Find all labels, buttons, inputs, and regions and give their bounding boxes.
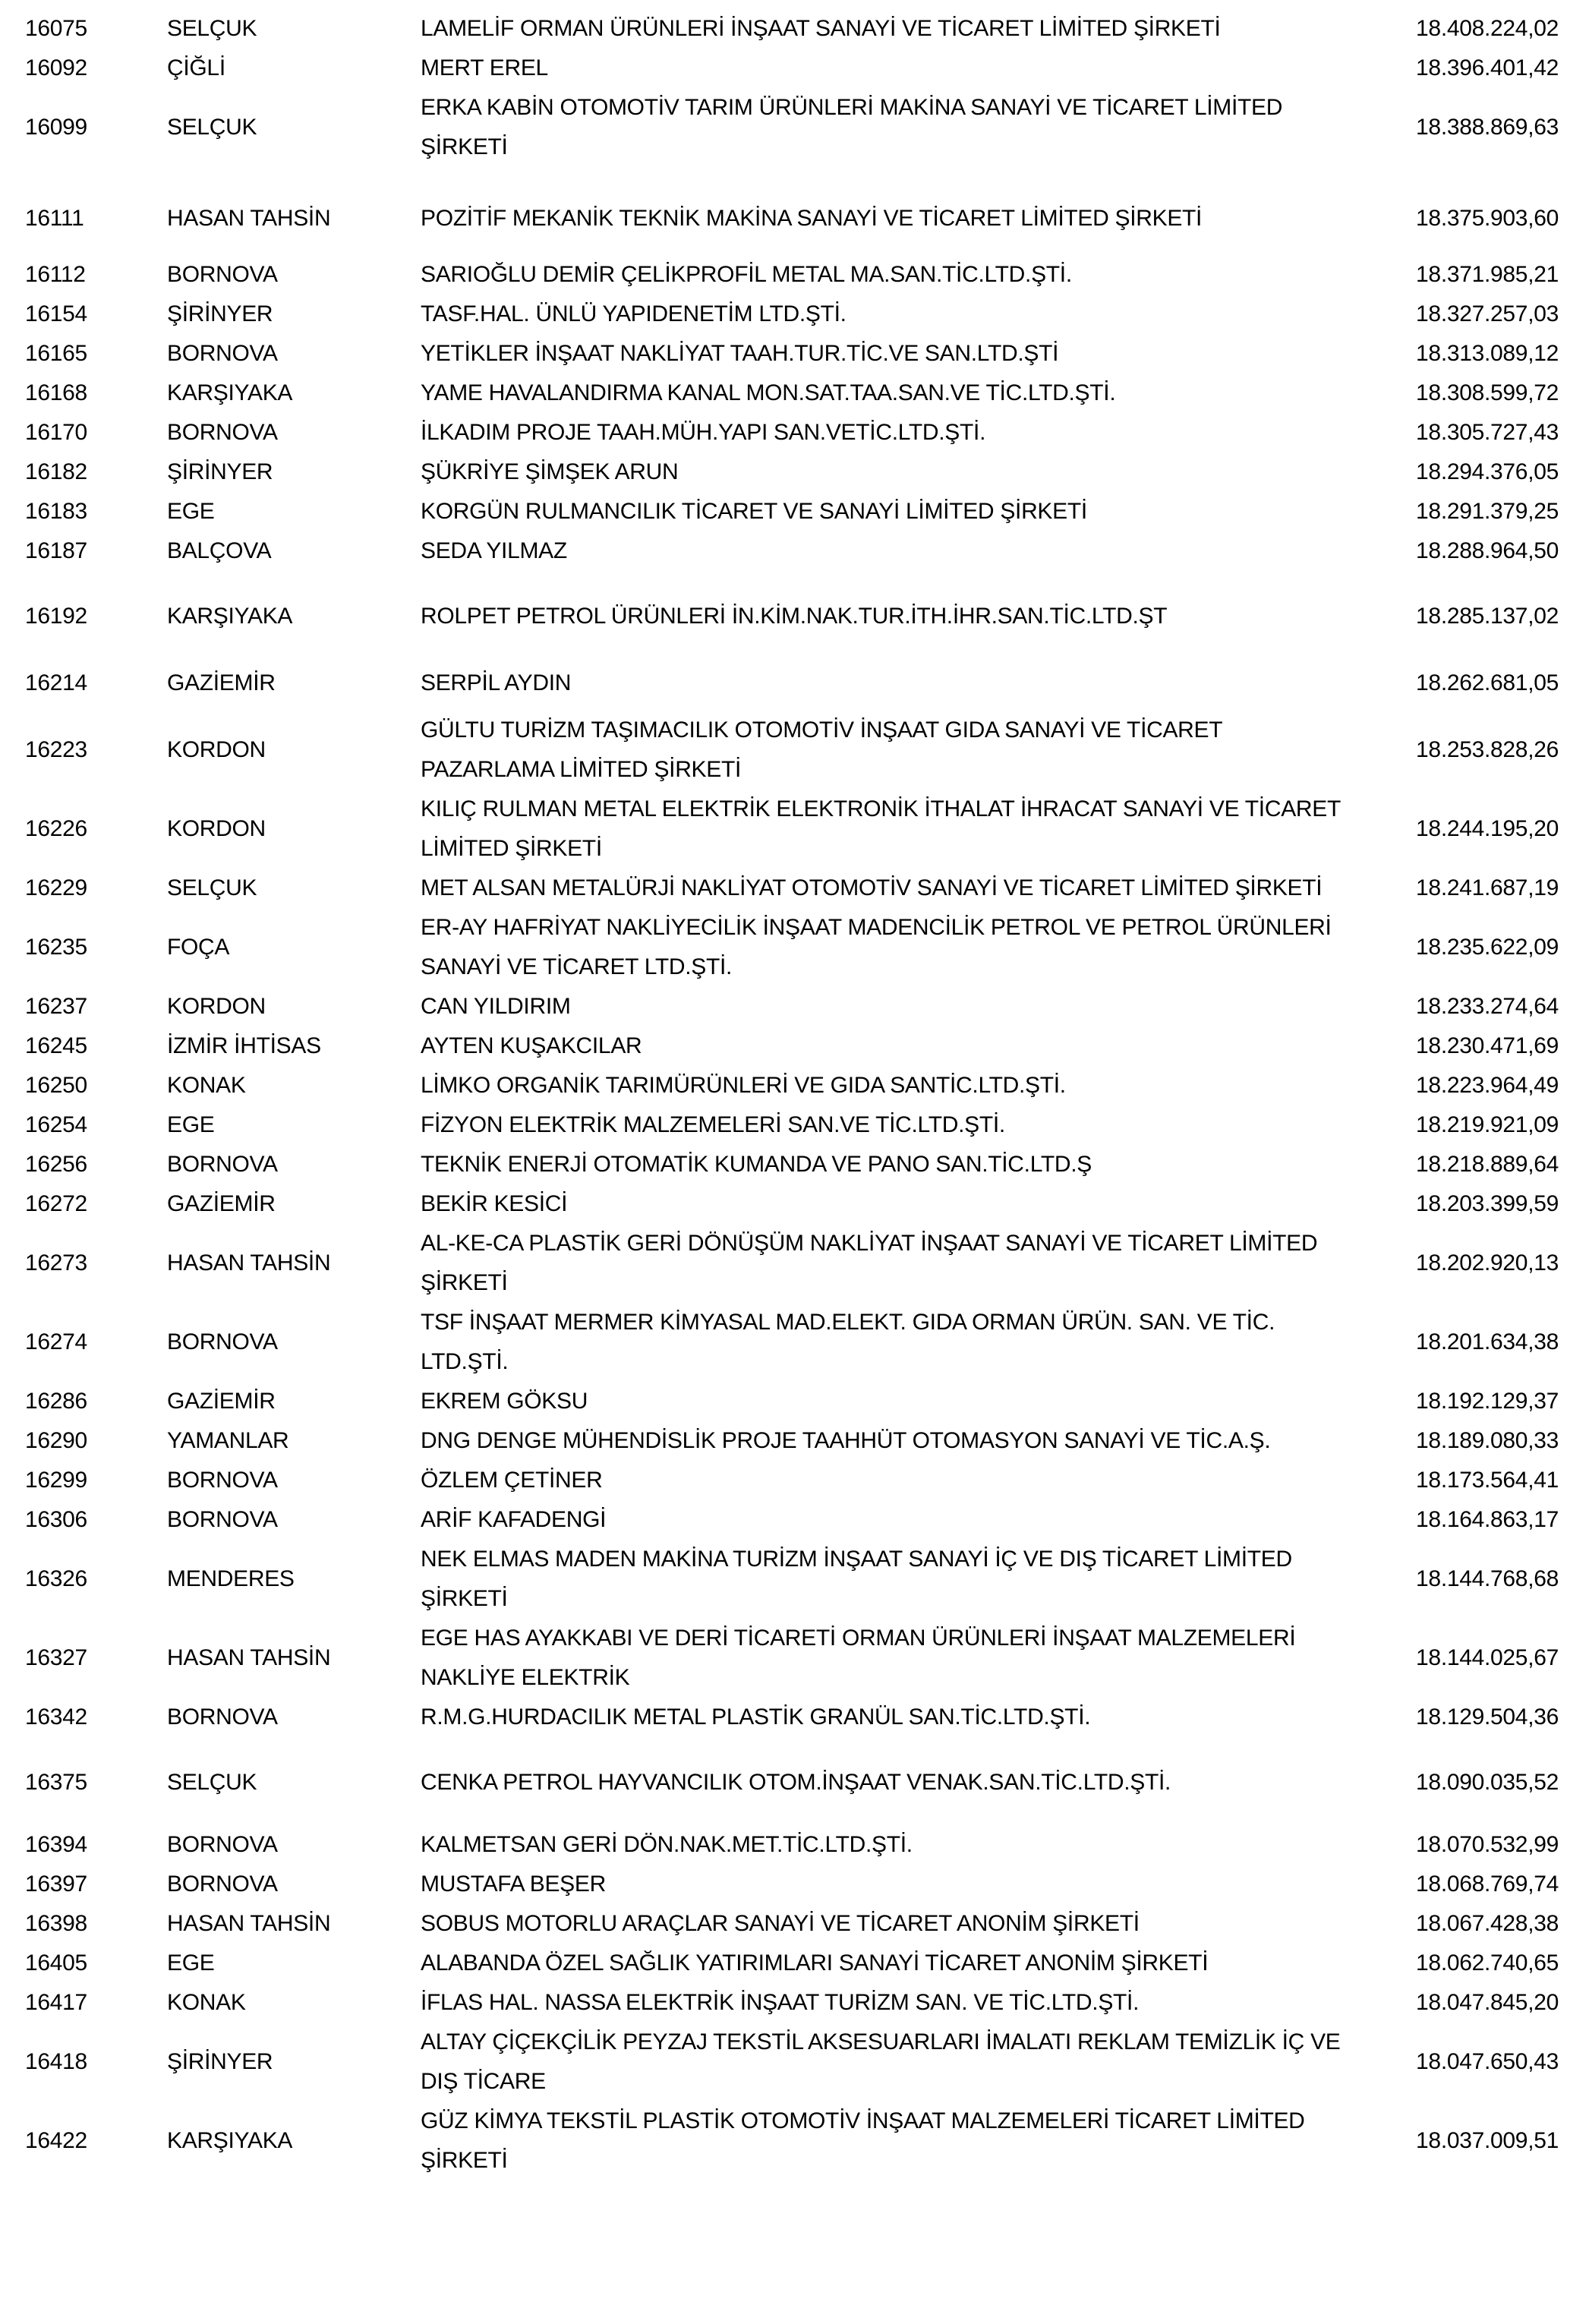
amount-cell: 18.047.650,43 (1416, 2049, 1559, 2074)
tax-office-cell: KARŞIYAKA (167, 2128, 293, 2153)
amount-cell: 18.241.687,19 (1416, 875, 1559, 900)
amount-cell: 18.388.869,63 (1416, 115, 1559, 140)
tax-office-cell: HASAN TAHSİN (167, 206, 331, 231)
amount-cell: 18.070.532,99 (1416, 1832, 1559, 1857)
record-number-cell: 16272 (25, 1191, 87, 1216)
taxpayer-name-cell: KILIÇ RULMAN METAL ELEKTRİK ELEKTRONİK İTHALAT İHRACAT SANAYİ VE TİCARET LİMİTED ŞİRKETİ (421, 796, 1341, 861)
amount-cell: 18.294.376,05 (1416, 459, 1559, 484)
amount-cell: 18.218.889,64 (1416, 1152, 1559, 1177)
record-number-cell: 16273 (25, 1250, 87, 1276)
tax-office-cell: KORDON (167, 994, 266, 1019)
amount-cell: 18.313.089,12 (1416, 341, 1559, 366)
record-number-cell: 16286 (25, 1389, 87, 1414)
taxpayer-name-cell: FİZYON ELEKTRİK MALZEMELERİ SAN.VE TİC.LTD.ŞTİ. (421, 1112, 1005, 1137)
tax-office-cell: EGE (167, 1950, 215, 1976)
tax-office-cell: KARŞIYAKA (167, 380, 293, 405)
record-number-cell: 16226 (25, 816, 87, 841)
amount-cell: 18.062.740,65 (1416, 1950, 1559, 1976)
table-row (25, 492, 1559, 531)
record-number-cell: 16326 (25, 1566, 87, 1591)
amount-cell: 18.164.863,17 (1416, 1507, 1559, 1532)
table-row (25, 1944, 1559, 1983)
tax-office-cell: GAZİEMİR (167, 1389, 276, 1414)
amount-cell: 18.253.828,26 (1416, 737, 1559, 762)
tax-office-cell: SELÇUK (167, 16, 257, 41)
table-row (25, 1026, 1559, 1066)
tax-office-cell: ÇİĞLİ (167, 55, 225, 80)
taxpayer-name-cell: GÜLTU TURİZM TAŞIMACILIK OTOMOTİV İNŞAAT GIDA SANAYİ VE TİCARET PAZARLAMA LİMİTED ŞİRKETİ (421, 717, 1222, 782)
taxpayer-name-cell: EKREM GÖKSU (421, 1389, 588, 1414)
table-row (25, 374, 1559, 413)
amount-cell: 18.408.224,02 (1416, 16, 1559, 41)
record-number-cell: 16229 (25, 875, 87, 900)
taxpayer-name-cell: SOBUS MOTORLU ARAÇLAR SANAYİ VE TİCARET ANONİM ŞİRKETİ (421, 1911, 1140, 1936)
amount-cell: 18.202.920,13 (1416, 1250, 1559, 1276)
table-row (25, 790, 1559, 869)
amount-cell: 18.285.137,02 (1416, 604, 1559, 629)
taxpayer-name-cell: AL-KE-CA PLASTİK GERİ DÖNÜŞÜM NAKLİYAT İNŞAAT SANAYİ VE TİCARET LİMİTED ŞİRKETİ (421, 1231, 1318, 1295)
taxpayer-name-cell: TEKNİK ENERJİ OTOMATİK KUMANDA VE PANO SAN.TİC.LTD.Ş (421, 1152, 1092, 1177)
taxpayer-name-cell: NEK ELMAS MADEN MAKİNA TURİZM İNŞAAT SANAYİ İÇ VE DIŞ TİCARET LİMİTED ŞİRKETİ (421, 1547, 1292, 1611)
table-row (25, 49, 1559, 88)
table-row (25, 1105, 1559, 1145)
table-row (25, 2023, 1559, 2102)
amount-cell: 18.233.274,64 (1416, 994, 1559, 1019)
amount-cell: 18.068.769,74 (1416, 1871, 1559, 1897)
amount-cell: 18.223.964,49 (1416, 1073, 1559, 1098)
amount-cell: 18.305.727,43 (1416, 420, 1559, 445)
amount-cell: 18.219.921,09 (1416, 1112, 1559, 1137)
record-number-cell: 16214 (25, 670, 87, 695)
taxpayer-name-cell: POZİTİF MEKANİK TEKNİK MAKİNA SANAYİ VE TİCARET LİMİTED ŞİRKETİ (421, 206, 1203, 231)
tax-office-cell: SELÇUK (167, 875, 257, 900)
records-table (25, 9, 1559, 2181)
amount-cell: 18.037.009,51 (1416, 2128, 1559, 2153)
table-row (25, 9, 1559, 49)
amount-cell: 18.230.471,69 (1416, 1033, 1559, 1058)
amount-cell: 18.047.845,20 (1416, 1990, 1559, 2015)
tax-office-cell: SELÇUK (167, 1770, 257, 1795)
tax-office-cell: BORNOVA (167, 420, 278, 445)
tax-office-cell: HASAN TAHSİN (167, 1250, 331, 1276)
tax-office-cell: BALÇOVA (167, 538, 272, 563)
table-row (25, 1619, 1559, 1698)
table-row (25, 413, 1559, 453)
tax-office-cell: BORNOVA (167, 1468, 278, 1493)
record-number-cell: 16256 (25, 1152, 87, 1177)
taxpayer-name-cell: ERKA KABİN OTOMOTİV TARIM ÜRÜNLERİ MAKİNA SANAYİ VE TİCARET LİMİTED ŞİRKETİ (421, 95, 1283, 159)
table-row (25, 1145, 1559, 1184)
taxpayer-name-cell: İFLAS HAL. NASSA ELEKTRİK İNŞAAT TURİZM SAN. VE TİC.LTD.ŞTİ. (421, 1990, 1140, 2015)
record-number-cell: 16154 (25, 301, 87, 326)
taxpayer-name-cell: MET ALSAN METALÜRJİ NAKLİYAT OTOMOTİV SANAYİ VE TİCARET LİMİTED ŞİRKETİ (421, 875, 1323, 900)
tax-office-cell: İZMİR İHTİSAS (167, 1033, 321, 1058)
tax-office-cell: HASAN TAHSİN (167, 1645, 331, 1670)
record-number-cell: 16250 (25, 1073, 87, 1098)
tax-office-cell: YAMANLAR (167, 1428, 289, 1453)
record-number-cell: 16417 (25, 1990, 87, 2015)
amount-cell: 18.201.634,38 (1416, 1329, 1559, 1354)
taxpayer-name-cell: EGE HAS AYAKKABI VE DERİ TİCARETİ ORMAN ÜRÜNLERİ İNŞAAT MALZEMELERİ NAKLİYE ELEKTRİK (421, 1626, 1296, 1690)
taxpayer-name-cell: R.M.G.HURDACILIK METAL PLASTİK GRANÜL SAN.TİC.LTD.ŞTİ. (421, 1704, 1091, 1730)
taxpayer-name-cell: ALABANDA ÖZEL SAĞLIK YATIRIMLARI SANAYİ TİCARET ANONİM ŞİRKETİ (421, 1950, 1209, 1976)
record-number-cell: 16165 (25, 341, 87, 366)
taxpayer-name-cell: YETİKLER İNŞAAT NAKLİYAT TAAH.TUR.TİC.VE SAN.LTD.ŞTİ (421, 341, 1059, 366)
table-row (25, 88, 1559, 167)
tax-office-cell: BORNOVA (167, 1152, 278, 1177)
table-row (25, 1066, 1559, 1105)
record-number-cell: 16182 (25, 459, 87, 484)
tax-office-cell: KORDON (167, 816, 266, 841)
tax-office-cell: KORDON (167, 737, 266, 762)
record-number-cell: 16245 (25, 1033, 87, 1058)
record-number-cell: 16092 (25, 55, 87, 80)
record-number-cell: 16254 (25, 1112, 87, 1137)
table-row (25, 334, 1559, 374)
taxpayer-name-cell: TASF.HAL. ÜNLÜ YAPIDENETİM LTD.ŞTİ. (421, 301, 847, 326)
record-number-cell: 16192 (25, 604, 87, 629)
amount-cell: 18.371.985,21 (1416, 262, 1559, 287)
amount-cell: 18.192.129,37 (1416, 1389, 1559, 1414)
tax-office-cell: GAZİEMİR (167, 670, 276, 695)
taxpayer-name-cell: KALMETSAN GERİ DÖN.NAK.MET.TİC.LTD.ŞTİ. (421, 1832, 913, 1857)
table-row (25, 711, 1559, 790)
tax-office-cell: ŞİRİNYER (167, 2049, 273, 2074)
record-number-cell: 16183 (25, 499, 87, 524)
record-number-cell: 16170 (25, 420, 87, 445)
tax-office-cell: BORNOVA (167, 1871, 278, 1897)
taxpayer-name-cell: ROLPET PETROL ÜRÜNLERİ İN.KİM.NAK.TUR.İTH.İHR.SAN.TİC.LTD.ŞT (421, 604, 1168, 629)
taxpayer-name-cell: SERPİL AYDIN (421, 670, 572, 695)
amount-cell: 18.396.401,42 (1416, 55, 1559, 80)
table-row (25, 1224, 1559, 1303)
record-number-cell: 16187 (25, 538, 87, 563)
amount-cell: 18.067.428,38 (1416, 1911, 1559, 1936)
record-number-cell: 16290 (25, 1428, 87, 1453)
amount-cell: 18.189.080,33 (1416, 1428, 1559, 1453)
table-row (25, 1825, 1559, 1865)
tax-office-cell: MENDERES (167, 1566, 295, 1591)
taxpayer-name-cell: YAME HAVALANDIRMA KANAL MON.SAT.TAA.SAN.VE TİC.LTD.ŞTİ. (421, 380, 1116, 405)
tax-office-cell: BORNOVA (167, 262, 278, 287)
amount-cell: 18.090.035,52 (1416, 1770, 1559, 1795)
table-row (25, 1184, 1559, 1224)
record-number-cell: 16223 (25, 737, 87, 762)
record-number-cell: 16405 (25, 1950, 87, 1976)
record-number-cell: 16394 (25, 1832, 87, 1857)
amount-cell: 18.308.599,72 (1416, 380, 1559, 405)
tax-office-cell: BORNOVA (167, 1832, 278, 1857)
record-number-cell: 16075 (25, 16, 87, 41)
record-number-cell: 16274 (25, 1329, 87, 1354)
record-number-cell: 16422 (25, 2128, 87, 2153)
table-row (25, 531, 1559, 571)
table-row (25, 908, 1559, 987)
table-row (25, 1461, 1559, 1500)
tax-office-cell: KARŞIYAKA (167, 604, 293, 629)
table-row (25, 1421, 1559, 1461)
record-number-cell: 16418 (25, 2049, 87, 2074)
amount-cell: 18.244.195,20 (1416, 816, 1559, 841)
tax-office-cell: KONAK (167, 1990, 246, 2015)
taxpayer-name-cell: AYTEN KUŞAKCILAR (421, 1033, 642, 1058)
taxpayer-name-cell: BEKİR KESİCİ (421, 1191, 568, 1216)
record-number-cell: 16168 (25, 380, 87, 405)
taxpayer-name-cell: ER-AY HAFRİYAT NAKLİYECİLİK İNŞAAT MADENCİLİK PETROL VE PETROL ÜRÜNLERİ SANAYİ VE TİCARET LTD.ŞTİ. (421, 915, 1332, 979)
record-number-cell: 16099 (25, 115, 87, 140)
amount-cell: 18.375.903,60 (1416, 206, 1559, 231)
table-row (25, 2102, 1559, 2181)
tax-office-cell: EGE (167, 499, 215, 524)
table-row (25, 453, 1559, 492)
taxpayer-name-cell: LİMKO ORGANİK TARIMÜRÜNLERİ VE GIDA SANTİC.LTD.ŞTİ. (421, 1073, 1066, 1098)
amount-cell: 18.144.768,68 (1416, 1566, 1559, 1591)
record-number-cell: 16375 (25, 1770, 87, 1795)
taxpayer-name-cell: SEDA YILMAZ (421, 538, 567, 563)
taxpayer-name-cell: KORGÜN RULMANCILIK TİCARET VE SANAYİ LİMİTED ŞİRKETİ (421, 499, 1087, 524)
tax-office-cell: HASAN TAHSİN (167, 1911, 331, 1936)
taxpayer-name-cell: ALTAY ÇİÇEKÇİLİK PEYZAJ TEKSTİL AKSESUARLARI İMALATI REKLAM TEMİZLİK İÇ VE DIŞ TİCARE (421, 2029, 1341, 2094)
amount-cell: 18.235.622,09 (1416, 935, 1559, 960)
taxpayer-name-cell: SARIOĞLU DEMİR ÇELİKPROFİL METAL MA.SAN.TİC.LTD.ŞTİ. (421, 262, 1072, 287)
record-number-cell: 16342 (25, 1704, 87, 1730)
tax-office-cell: ŞİRİNYER (167, 301, 273, 326)
tax-office-cell: SELÇUK (167, 115, 257, 140)
record-number-cell: 16299 (25, 1468, 87, 1493)
table-row (25, 1303, 1559, 1382)
tax-office-cell: EGE (167, 1112, 215, 1137)
amount-cell: 18.144.025,67 (1416, 1645, 1559, 1670)
taxpayer-name-cell: GÜZ KİMYA TEKSTİL PLASTİK OTOMOTİV İNŞAAT MALZEMELERİ TİCARET LİMİTED ŞİRKETİ (421, 2108, 1305, 2173)
record-number-cell: 16398 (25, 1911, 87, 1936)
table-row (25, 1500, 1559, 1540)
table-row (25, 199, 1559, 238)
taxpayer-name-cell: MUSTAFA BEŞER (421, 1871, 606, 1897)
tax-office-cell: GAZİEMİR (167, 1191, 276, 1216)
taxpayer-name-cell: MERT EREL (421, 55, 548, 80)
amount-cell: 18.262.681,05 (1416, 670, 1559, 695)
taxpayer-name-cell: LAMELİF ORMAN ÜRÜNLERİ İNŞAAT SANAYİ VE TİCARET LİMİTED ŞİRKETİ (421, 16, 1221, 41)
taxpayer-name-cell: CENKA PETROL HAYVANCILIK OTOM.İNŞAAT VENAK.SAN.TİC.LTD.ŞTİ. (421, 1770, 1171, 1795)
table-row (25, 1763, 1559, 1802)
table-row (25, 1904, 1559, 1944)
taxpayer-name-cell: ŞÜKRİYE ŞİMŞEK ARUN (421, 459, 679, 484)
taxpayer-name-cell: İLKADIM PROJE TAAH.MÜH.YAPI SAN.VETİC.LTD.ŞTİ. (421, 420, 986, 445)
table-row (25, 255, 1559, 295)
amount-cell: 18.291.379,25 (1416, 499, 1559, 524)
tax-office-cell: BORNOVA (167, 1329, 278, 1354)
amount-cell: 18.327.257,03 (1416, 301, 1559, 326)
record-number-cell: 16237 (25, 994, 87, 1019)
tax-office-cell: KONAK (167, 1073, 246, 1098)
record-number-cell: 16111 (25, 206, 84, 231)
tax-office-cell: FOÇA (167, 935, 230, 960)
taxpayer-name-cell: TSF İNŞAAT MERMER KİMYASAL MAD.ELEKT. GIDA ORMAN ÜRÜN. SAN. VE TİC. LTD.ŞTİ. (421, 1310, 1275, 1374)
taxpayer-name-cell: DNG DENGE MÜHENDİSLİK PROJE TAAHHÜT OTOMASYON SANAYİ VE TİC.A.Ş. (421, 1428, 1271, 1453)
taxpayer-name-cell: ÖZLEM ÇETİNER (421, 1468, 603, 1493)
amount-cell: 18.173.564,41 (1416, 1468, 1559, 1493)
table-row (25, 869, 1559, 908)
table-row (25, 1540, 1559, 1619)
amount-cell: 18.288.964,50 (1416, 538, 1559, 563)
record-number-cell: 16306 (25, 1507, 87, 1532)
tax-office-cell: BORNOVA (167, 1507, 278, 1532)
taxpayer-name-cell: ARİF KAFADENGİ (421, 1507, 607, 1532)
table-row (25, 987, 1559, 1026)
tax-office-cell: BORNOVA (167, 1704, 278, 1730)
amount-cell: 18.129.504,36 (1416, 1704, 1559, 1730)
record-number-cell: 16327 (25, 1645, 87, 1670)
tax-office-cell: ŞİRİNYER (167, 459, 273, 484)
record-number-cell: 16112 (25, 262, 86, 287)
record-number-cell: 16397 (25, 1871, 87, 1897)
record-number-cell: 16235 (25, 935, 87, 960)
table-row (25, 1865, 1559, 1904)
table-row (25, 295, 1559, 334)
table-row (25, 1698, 1559, 1737)
table-row (25, 664, 1559, 703)
amount-cell: 18.203.399,59 (1416, 1191, 1559, 1216)
tax-office-cell: BORNOVA (167, 341, 278, 366)
table-row (25, 1382, 1559, 1421)
taxpayer-name-cell: CAN YILDIRIM (421, 994, 571, 1019)
table-row (25, 1983, 1559, 2023)
table-row (25, 597, 1559, 636)
